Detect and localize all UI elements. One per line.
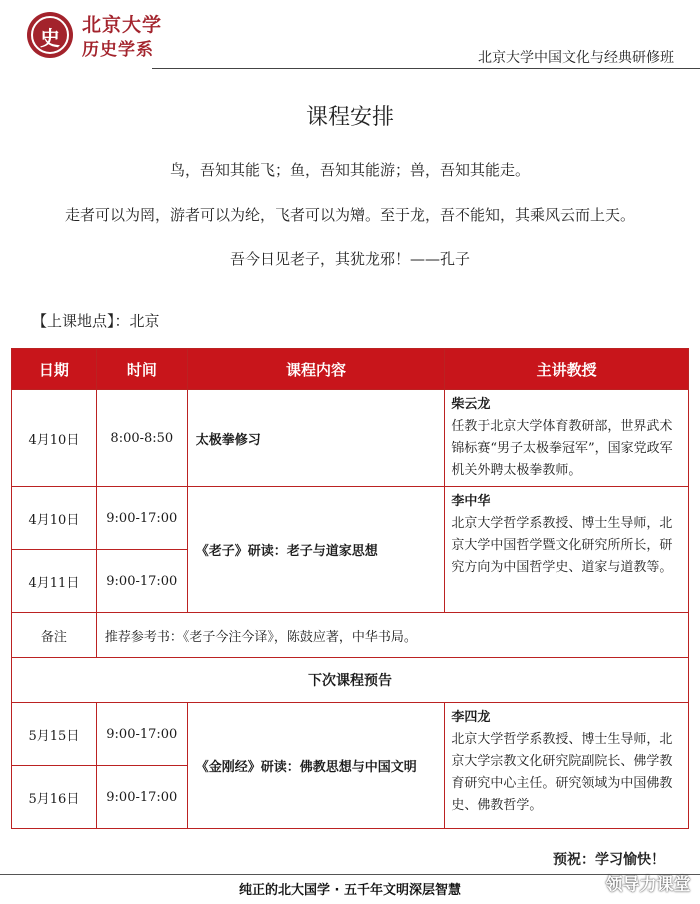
teacher-cell — [445, 390, 689, 487]
table-row — [12, 658, 689, 703]
footer-slogan: 纯正的北大国学 · 五千年文明深层智慧 — [239, 883, 461, 898]
teacher-name: 李四龙 — [451, 710, 491, 725]
date-cell: 5月16日 — [12, 766, 97, 829]
course-content-cell: 《金刚经》研读：佛教思想与中国文明 — [187, 703, 445, 829]
date-cell: 4月10日 — [12, 390, 97, 487]
table-header-row — [12, 349, 689, 390]
quote-line-3: 吾今日见老子，其犹龙邪！——孔子 — [229, 250, 470, 268]
course-content-cell: 《老子》研读：老子与道家思想 — [187, 487, 445, 613]
next-course-heading: 下次课程预告 — [12, 658, 689, 703]
footer-divider — [0, 874, 700, 875]
class-location: 【上课地点】：北京 — [32, 312, 160, 330]
table-row — [12, 390, 689, 487]
page-header — [0, 0, 700, 70]
logo-department-name: 历史学系 — [82, 40, 154, 60]
closing-wish: 预祝：学习愉快！ — [553, 852, 665, 868]
watermark-logo: 领导力课堂 — [605, 875, 691, 895]
header-date: 日期 — [12, 349, 97, 390]
time-cell: 9:00-17:00 — [96, 487, 187, 550]
time-cell: 9:00-17:00 — [96, 550, 187, 613]
logo-glyph: 史 — [40, 26, 60, 50]
quote-line-2: 走者可以为罔，游者可以为纶，飞者可以为矰。至于龙，吾不能知，其乘风云而上天。 — [64, 206, 635, 224]
table-row — [12, 487, 689, 550]
note-text: 推荐参考书：《老子今注今译》，陈鼓应著，中华书局。 — [96, 613, 688, 658]
time-cell: 9:00-17:00 — [96, 703, 187, 766]
header-divider — [152, 68, 700, 69]
header-teacher: 主讲教授 — [445, 349, 689, 390]
table-row — [12, 613, 689, 658]
page-title: 课程安排 — [305, 105, 394, 130]
teacher-name: 柴云龙 — [451, 397, 491, 412]
header-content: 课程内容 — [187, 349, 445, 390]
date-cell: 4月11日 — [12, 550, 97, 613]
pku-history-logo-icon — [27, 12, 73, 58]
teacher-name: 李中华 — [451, 494, 491, 509]
teacher-cell — [445, 487, 689, 613]
schedule-table — [11, 348, 689, 829]
teacher-cell — [445, 703, 689, 829]
time-cell: 8:00-8:50 — [96, 390, 187, 487]
quote-line-1: 鸟，吾知其能飞；鱼，吾知其能游；兽，吾知其能走。 — [169, 161, 530, 179]
note-label: 备注 — [12, 613, 97, 658]
teacher-description: 北京大学哲学系教授、博士生导师，北京大学中国哲学暨文化研究所所长，研究方向为中国哲学史、道家与道教等。 — [451, 516, 673, 575]
date-cell: 4月10日 — [12, 487, 97, 550]
time-cell: 9:00-17:00 — [96, 766, 187, 829]
program-name: 北京大学中国文化与经典研修班 — [478, 50, 674, 66]
teacher-description: 北京大学哲学系教授、博士生导师，北京大学宗教文化研究院副院长、佛学教育研究中心主任。研究领域为中国佛教史、佛教哲学。 — [451, 732, 673, 813]
table-row — [12, 703, 689, 766]
logo-university-name: 北京大学 — [82, 14, 163, 36]
date-cell: 5月15日 — [12, 703, 97, 766]
course-content-cell: 太极拳修习 — [187, 390, 445, 487]
teacher-description: 任教于北京大学体育教研部，世界武术锦标赛“男子太极拳冠军”，国家党政军机关外聘太极拳教师。 — [451, 419, 673, 478]
header-time: 时间 — [96, 349, 187, 390]
